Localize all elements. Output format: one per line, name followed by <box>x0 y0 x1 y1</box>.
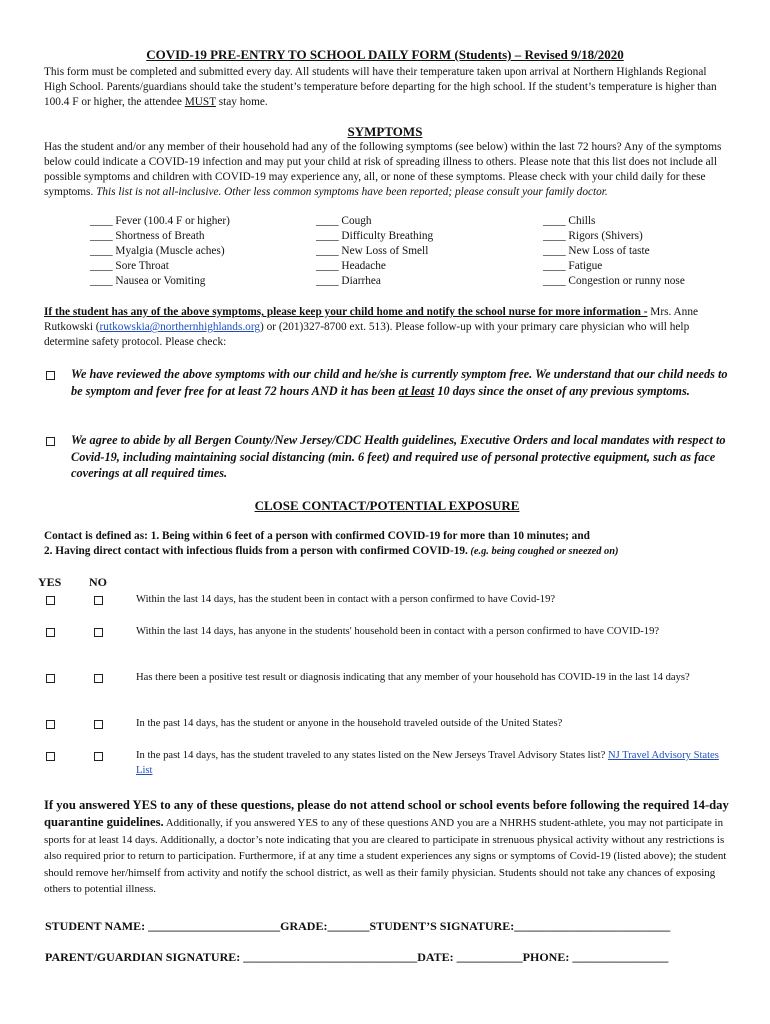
q2-no-checkbox[interactable] <box>94 628 103 637</box>
q2-yes-checkbox[interactable] <box>46 628 55 637</box>
intro-text: This form must be completed and submitted every day. All students will have their temperature taken upon arrival at Northern Highlands Regional High School. Parents/guardians should take the student’s temperature before departing for the high school. If the student’s temperature is higher than 100.4 F or higher, the attendee <box>44 66 717 108</box>
symptoms-text: Has the student and/or any member of their household had any of the following symptoms (see below) within the last 72 hours? Any of the symptoms below could indicate a COVID-19 infection and may put your child at risk of spreading illness to others. Please note that this list does not include all possible symptoms and children with COVID-19 may experience any, all, or none of these symptoms. Please check with your child daily for these symptoms. <box>44 141 722 198</box>
contact-definition <box>44 529 744 559</box>
symptom-item[interactable]: ____ Shortness of Breath <box>90 230 205 242</box>
symptom-item[interactable]: ____ Nausea or Vomiting <box>90 275 206 287</box>
q3-no-checkbox[interactable] <box>94 674 103 683</box>
student-signature-line[interactable]: STUDENT NAME: ______________________GRADE:_______STUDENT’S SIGNATURE:__________________________ <box>45 919 671 933</box>
warning-paragraph <box>44 797 730 897</box>
symptom-item[interactable]: ____ Myalgia (Muscle aches) <box>90 245 225 257</box>
symptom-item[interactable]: ____ Headache <box>316 260 386 272</box>
symptom-item[interactable]: ____ Chills <box>543 215 596 227</box>
definition-line-2: 2. Having direct contact with infectious fluids from a person with confirmed COVID-19. <box>44 545 468 557</box>
symptoms-paragraph <box>44 140 732 200</box>
symptom-item[interactable]: ____ New Loss of Smell <box>316 245 429 257</box>
intro-must: MUST <box>184 96 216 108</box>
question-2: Within the last 14 days, has anyone in the students' household been in contact with a person confirmed to have COVID-19? <box>136 626 660 637</box>
guidelines-statement: We agree to abide by all Bergen County/New Jersey/CDC Health guidelines, Executive Orders and local mandates with respect to Covid-19, including maintaining social distancing (min. 6 feet) and required use of personal protective equipment, such as face coverings at all required times. <box>71 433 726 480</box>
question-5-text: In the past 14 days, has the student traveled to any states listed on the New Jerseys Travel Advisory States list? <box>136 750 608 761</box>
intro-text-end: stay home. <box>215 96 268 108</box>
notify-bold-text: If the student has any of the above symptoms, please keep your child home and notify the school nurse for more information - <box>44 306 648 318</box>
question-3: Has there been a positive test result or diagnosis indicating that any member of your household has COVID-19 in the last 14 days? <box>136 672 690 683</box>
yes-column-header: YES <box>38 575 62 589</box>
question-4: In the past 14 days, has the student or anyone in the household traveled outside of the United States? <box>136 718 563 729</box>
notify-paragraph <box>44 305 732 350</box>
symptom-column-2 <box>316 214 433 289</box>
q4-no-checkbox[interactable] <box>94 720 103 729</box>
notify-text: Mrs. Anne Rutkowski ( <box>44 306 698 333</box>
statement-text-end: 10 days since the onset of any previous symptoms. <box>434 383 690 398</box>
symptom-item[interactable]: ____ Congestion or runny nose <box>543 275 685 287</box>
definition-example: (e.g. being coughed or sneezed on) <box>467 546 619 557</box>
warning-text: Additionally, if you answered YES to any of these questions AND you are a NHRHS student-athlete, you may not participate in sports for at least 14 days. Additionally, a doctor’s note indicating that you are cleared to participate in strenuous physical activity without any restrictions is also required prior to return to participation. Furthermore, if at any time a student experiences any signs or symptoms of Covid-19 (listed above); the student should remove her/himself from activity and notify the school district, as well as their family physician. Students should not take any chances of exposing others to potential illness. <box>44 817 727 896</box>
form-title: COVID-19 PRE-ENTRY TO SCHOOL DAILY FORM (Students) – Revised 9/18/2020 <box>146 47 624 62</box>
warning-bold-text: If you answered YES to any of these questions, please do not attend school or school events before following the required 14-day quarantine guidelines. <box>44 798 729 830</box>
notify-text-end: ) or (201)327-8700 ext. 513). Please follow-up with your primary care physician who will help determine safety protocol. Please check: <box>44 321 690 348</box>
intro-paragraph <box>44 65 730 110</box>
symptom-free-checkbox[interactable] <box>46 371 55 380</box>
symptom-item[interactable]: ____ Fatigue <box>543 260 603 272</box>
q4-yes-checkbox[interactable] <box>46 720 55 729</box>
question-1: Within the last 14 days, has the student been in contact with a person confirmed to have Covid-19? <box>136 594 556 605</box>
symptom-item[interactable]: ____ Difficulty Breathing <box>316 230 434 242</box>
close-contact-heading: CLOSE CONTACT/POTENTIAL EXPOSURE <box>254 498 520 513</box>
q5-no-checkbox[interactable] <box>94 752 103 761</box>
q3-yes-checkbox[interactable] <box>46 674 55 683</box>
symptom-column-1 <box>90 214 230 289</box>
parent-signature-line[interactable]: PARENT/GUARDIAN SIGNATURE: _____________________________DATE: ___________PHONE: ________________ <box>45 950 669 964</box>
symptom-item[interactable]: ____ New Loss of taste <box>543 245 650 257</box>
symptom-free-statement <box>71 366 739 399</box>
guidelines-checkbox[interactable] <box>46 437 55 446</box>
symptom-item[interactable]: ____ Sore Throat <box>90 260 169 272</box>
symptoms-italic-note: This list is not all-inclusive. Other less common symptoms have been reported; please consult your family doctor. <box>93 186 608 198</box>
symptom-item[interactable]: ____ Diarrhea <box>316 275 381 287</box>
definition-line-1: Contact is defined as: 1. Being within 6 feet of a person with confirmed COVID-19 for more than 10 minutes; and <box>44 530 590 542</box>
q1-yes-checkbox[interactable] <box>46 596 55 605</box>
symptoms-heading: SYMPTOMS <box>347 124 423 139</box>
statement-text: We have reviewed the above symptoms with our child and he/she is currently symptom free. We understand that our child needs to be symptom and fever free for at least 72 hours AND it has been <box>71 367 728 398</box>
no-column-header: NO <box>89 575 107 589</box>
symptom-item[interactable]: ____ Fever (100.4 F or higher) <box>90 215 230 227</box>
q1-no-checkbox[interactable] <box>94 596 103 605</box>
nurse-email-link[interactable]: rutkowskia@northernhighlands.org <box>99 321 261 333</box>
symptom-column-3 <box>543 214 685 289</box>
question-5 <box>136 749 728 778</box>
travel-advisory-link[interactable]: NJ Travel Advisory States List <box>136 750 719 776</box>
symptom-item[interactable]: ____ Rigors (Shivers) <box>543 230 643 242</box>
statement-underlined: at least <box>398 383 435 398</box>
q5-yes-checkbox[interactable] <box>46 752 55 761</box>
symptom-item[interactable]: ____ Cough <box>316 215 372 227</box>
